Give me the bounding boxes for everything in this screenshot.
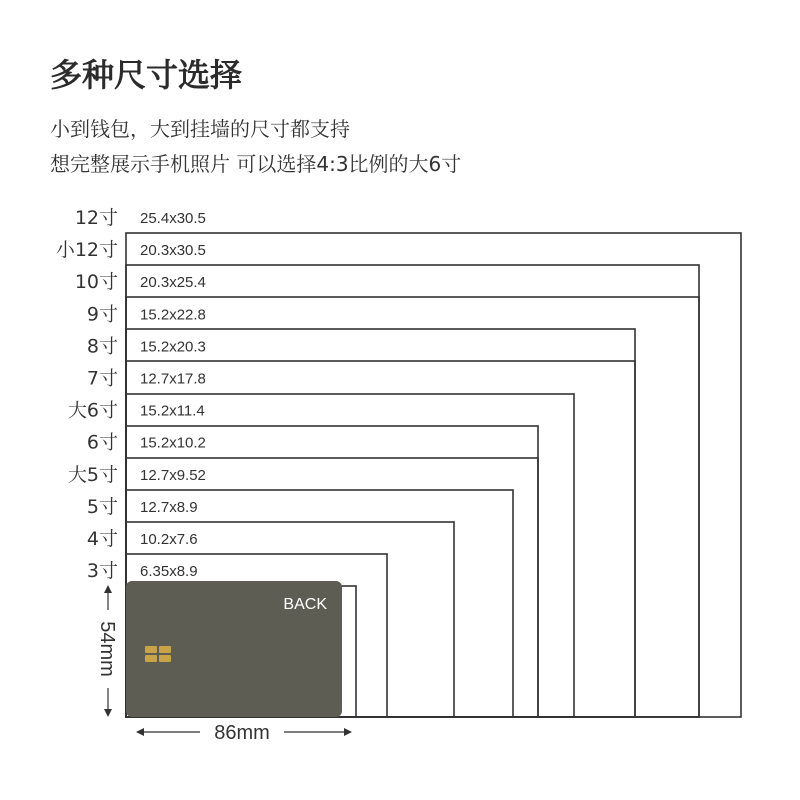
size-name-label: 7寸 [86, 367, 118, 390]
size-name-label: 10寸 [74, 271, 118, 294]
size-name-label: 12寸 [74, 207, 118, 229]
size-dimensions-label: 12.7x8.9 [140, 498, 198, 516]
size-dimensions-label: 15.2x22.8 [140, 306, 206, 324]
size-name-label: 9寸 [86, 303, 118, 326]
size-name-label: 8寸 [86, 335, 118, 358]
size-name-label: 4寸 [86, 528, 118, 550]
subtitle-line-2: 想完整展示手机照片 可以选择4:3比例的大6寸 [50, 152, 462, 176]
subtitle-line-1: 小到钱包，大到挂墙的尺寸都支持 [50, 117, 350, 141]
size-dimensions-label: 15.2x10.2 [140, 434, 206, 452]
size-dimensions-label: 20.3x30.5 [140, 242, 206, 260]
size-dimensions-label: 25.4x30.5 [140, 210, 206, 227]
height-label: 54mm [96, 621, 118, 677]
size-name-label: 6寸 [86, 431, 118, 454]
size-dimensions-label: 12.7x9.52 [140, 466, 206, 484]
width-label: 86mm [214, 722, 270, 744]
size-name-label: 大5寸 [67, 463, 118, 486]
size-dimensions-label: 15.2x11.4 [140, 402, 205, 420]
size-name-label: 3寸 [86, 560, 118, 583]
size-dimensions-label: 6.35x8.9 [140, 563, 198, 581]
size-dimensions-label: 20.3x25.4 [140, 274, 206, 292]
page-title: 多种尺寸选择 [50, 56, 243, 94]
card-back-label: BACK [283, 596, 327, 613]
size-name-label: 大6寸 [67, 399, 118, 422]
size-name-label: 5寸 [86, 495, 118, 518]
size-dimensions-label: 12.7x17.8 [140, 370, 206, 388]
size-dimensions-label: 15.2x20.3 [140, 338, 206, 356]
size-name-label: 小12寸 [55, 239, 118, 262]
size-dimensions-label: 10.2x7.6 [140, 531, 198, 548]
bank-card [126, 581, 342, 717]
